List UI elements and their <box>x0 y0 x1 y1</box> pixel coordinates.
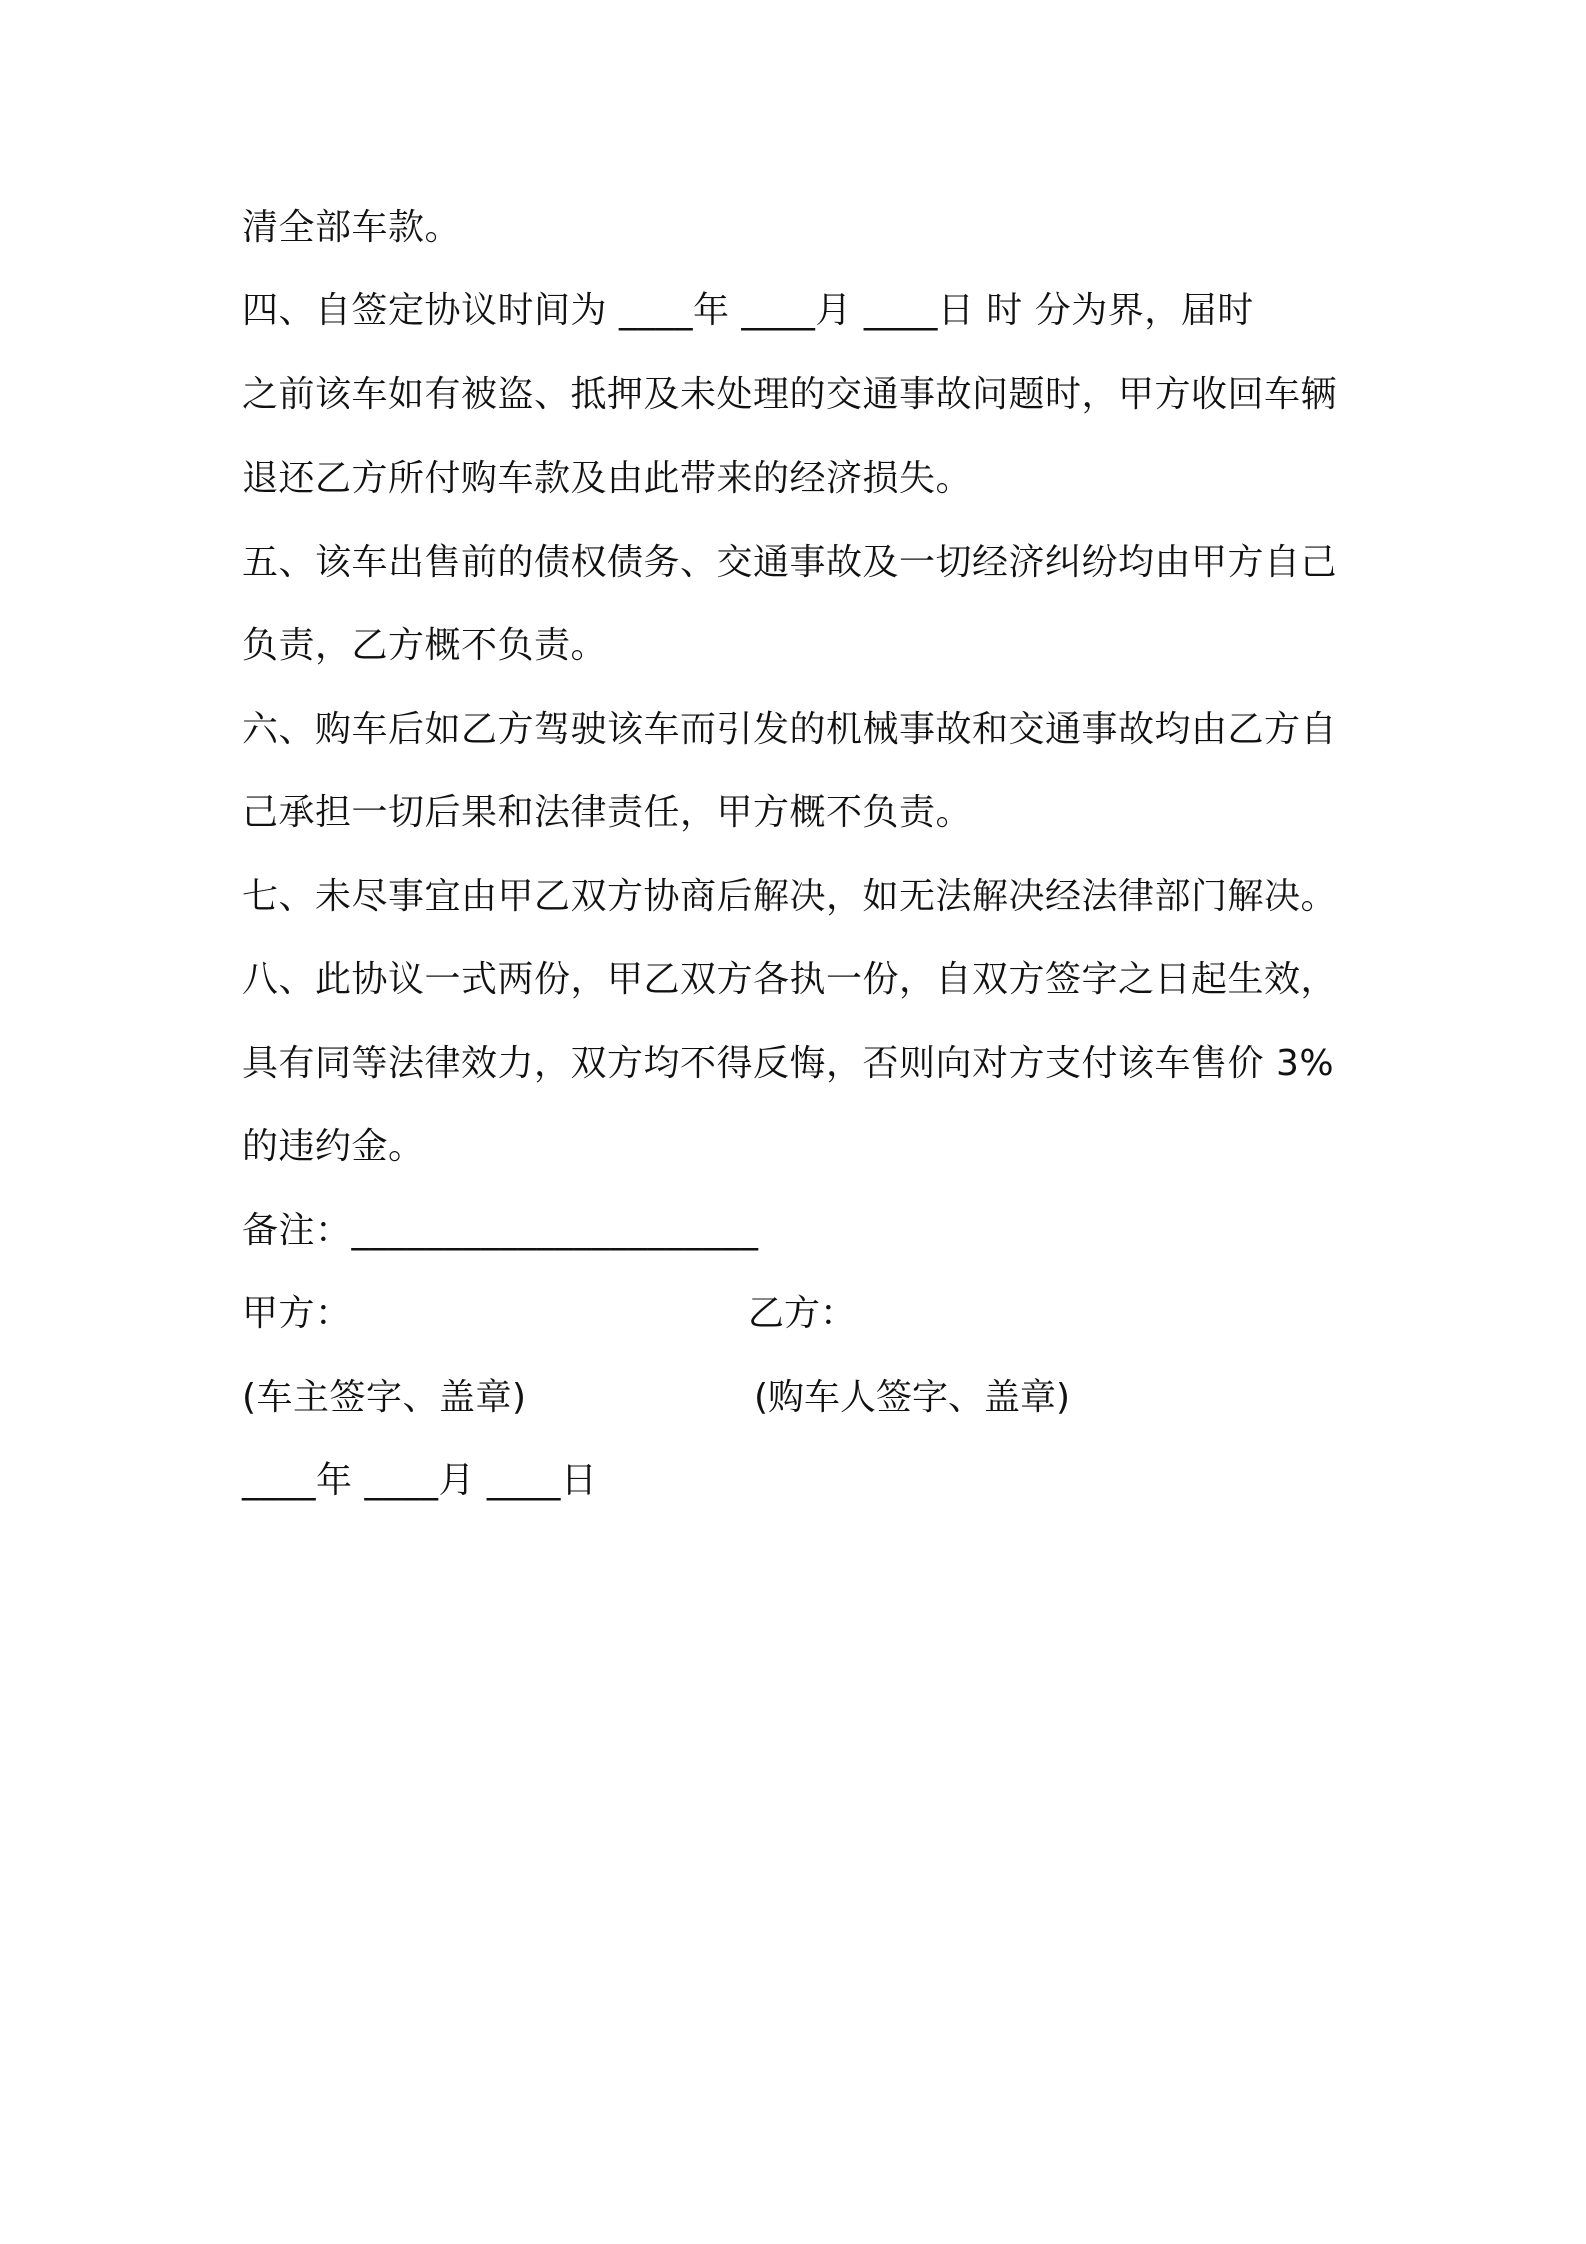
party-b-label: 乙方： <box>748 1293 857 1334</box>
paragraph-line: 四、自签定协议时间为 ____年 ____月 ____日 时 分为界，届时 <box>242 290 1254 331</box>
paragraph-line: 之前该车如有被盗、抵押及未处理的交通事故问题时，甲方收回车辆 <box>242 374 1338 415</box>
party-a-signature-note: (车主签字、盖章) <box>242 1377 527 1418</box>
remarks-line: 备注：______________________ <box>242 1210 759 1251</box>
paragraph-line: 六、购车后如乙方驾驶该车而引发的机械事故和交通事故均由乙方自 <box>242 709 1338 750</box>
party-a-label: 甲方： <box>242 1293 352 1334</box>
paragraph-line: 清全部车款。 <box>242 207 462 248</box>
paragraph-line: 五、该车出售前的债权债务、交通事故及一切经济纠纷均由甲方自己 <box>242 542 1338 583</box>
paragraph-line: 具有同等法律效力，双方均不得反悔，否则向对方支付该车售价 3% <box>242 1043 1335 1084</box>
date-line: ____年 ____月 ____日 <box>242 1460 598 1501</box>
paragraph-line: 的违约金。 <box>242 1126 425 1167</box>
paragraph-line: 己承担一切后果和法律责任，甲方概不负责。 <box>242 792 973 833</box>
paragraph-line: 退还乙方所付购车款及由此带来的经济损失。 <box>242 458 973 499</box>
paragraph-line: 七、未尽事宜由甲乙双方协商后解决，如无法解决经法律部门解决。 <box>242 876 1338 917</box>
paragraph-line: 负责，乙方概不负责。 <box>242 625 608 666</box>
paragraph-line: 八、此协议一式两份，甲乙双方各执一份，自双方签字之日起生效， <box>242 959 1338 1000</box>
party-b-signature-note: (购车人签字、盖章) <box>754 1377 1071 1418</box>
